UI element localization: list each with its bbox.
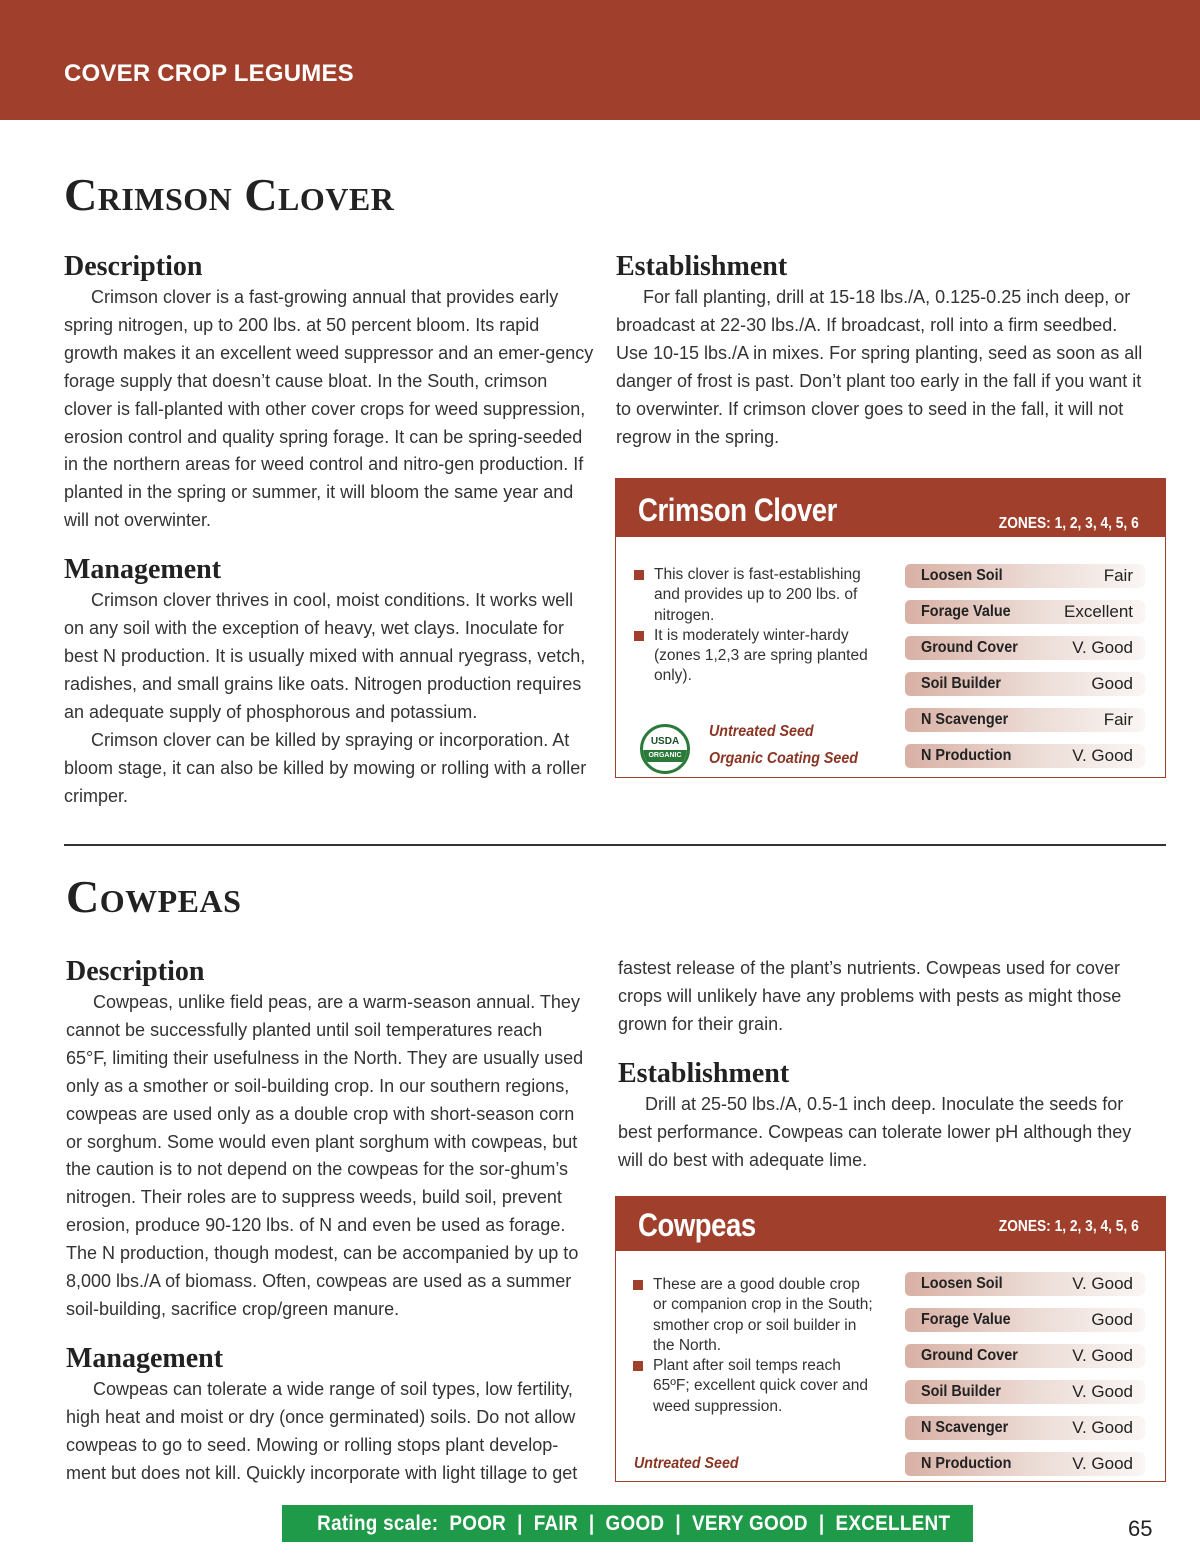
crimson-title: Crimson Clover [64,169,395,220]
cowpeas-description-text: Cowpeas, unlike field peas, are a warm-season annual. They cannot be successfully planted until soil temperatures reach 65°F, limiting their usefulness in the North. They are usually used only as a smother or soil-building crop. In our southern regions, cowpeas are used only as a double crop with short-season corn or sorghum. Some would even plant sorghum with cowpeas, but the caution is to not depend on the cowpeas for the sor-ghum’s nitrogen. Their roles are to suppress weeds, build soil, prevent erosion, produce 90-120 lbs. of N and even be used as forage. The N production, though modest, can be accompanied by up to 8,000 lbs./A of biomass. Often, cowpeas are used as a summer soil-building, sacrifice crop/green manure. [66,992,584,1319]
rating-row: Soil Builder Good [905,672,1145,696]
seed-option: Untreated Seed [709,723,814,740]
cowpeas-right-column [618,955,1138,1174]
header-band [0,0,1200,120]
page-number: 65 [1128,1516,1153,1541]
usda-organic-seal-icon: USDA ORGANIC [640,724,690,774]
bullet-square-icon [634,570,644,580]
rating-row: N Production V. Good [905,1452,1145,1476]
crimson-bullets [634,565,870,687]
bullet-square-icon [633,1280,643,1290]
cowpeas-bullets [633,1275,873,1417]
section-divider [64,844,1166,846]
crimson-description-heading: Description [64,251,203,282]
rating-row: Forage Value Excellent [905,600,1145,624]
cowpeas-box-zones: ZONES: 1, 2, 3, 4, 5, 6 [999,1218,1139,1235]
crimson-management-p2: Crimson clover can be killed by spraying or incorporation. At bloom stage, it can also be killed by mowing or rolling with a roller crimper. [64,729,587,806]
rating-row: N Production V. Good [905,744,1145,768]
crimson-description-text: Crimson clover is a fast-growing annual that provides early spring nitrogen, up to 200 lbs. at 50 percent bloom. Its rapid growth makes it an excellent weed suppressor and an emer-gency forage supply that doesn’t cause bloat. In the South, crimson clover is fall-planted with other cover crops for weed suppression, erosion control and quality spring forage. It can be spring-seeded in the northern areas for weed control and nitro-gen production. If planted in the spring or summer, it will bloom the same year and will not overwinter. [64,287,594,531]
crimson-right-column [616,250,1146,451]
cowpeas-title: Cowpeas [66,871,242,922]
rating-row: Forage Value Good [905,1308,1145,1332]
crimson-box-header [616,479,1165,537]
crimson-management-heading: Management [64,554,222,586]
rating-row: Loosen Soil Fair [905,564,1145,588]
section-label: COVER CROP LEGUMES [64,60,354,87]
cowpeas-description-heading: Description [66,956,205,987]
seed-option: Untreated Seed [634,1455,739,1472]
crimson-info-box [615,478,1166,778]
crimson-establishment-heading: Establishment [616,251,788,282]
bullet-item: Plant after soil temps reach 65ºF; excellent quick cover and weed suppression. [633,1356,873,1417]
rating-row: Ground Cover V. Good [905,636,1145,660]
cowpeas-establishment-heading: Establishment [618,1057,790,1089]
rating-row: N Scavenger Fair [905,708,1145,732]
crimson-establishment-text: For fall planting, drill at 15-18 lbs./A, 0.125-0.25 inch deep, or broadcast at 22-30 lbs./A. If broadcast, roll into a firm seedbed. Use 10-15 lbs./A in mixes. For spring planting, seed as soon as all danger of frost is past. Don’t plant too early in the fall if you want it to overwinter. If crimson clover goes to seed in the fall, it will not regrow in the spring. [616,287,1143,447]
cowpeas-box-name: Cowpeas [638,1207,756,1243]
cowpeas-management-heading: Management [66,1342,224,1374]
rating-row: Ground Cover V. Good [905,1344,1145,1368]
cowpeas-box-header [616,1197,1165,1251]
bullet-item: These are a good double crop or companion crop in the South; smother crop or soil builder in the North. [633,1275,873,1356]
cowpeas-establishment-text: Drill at 25-50 lbs./A, 0.5-1 inch deep. Inoculate the seeds for best performance. Cowpeas can tolerate lower pH although they will do best with adequate lime. [618,1093,1132,1170]
rating-row: N Scavenger V. Good [905,1416,1145,1440]
rating-row: Soil Builder V. Good [905,1380,1145,1404]
bullet-square-icon [634,631,644,641]
crimson-box-zones: ZONES: 1, 2, 3, 4, 5, 6 [999,515,1139,532]
bullet-item: This clover is fast-establishing and provides up to 200 lbs. of nitrogen. [634,565,870,626]
seed-option: Organic Coating Seed [709,750,858,767]
cowpeas-info-box [615,1196,1166,1482]
bullet-square-icon [633,1361,643,1371]
rating-scale-bar [282,1505,973,1542]
rating-scale-text: Rating scale: POOR | FAIR | GOOD | VERY GOOD | EXCELLENT [317,1512,951,1535]
crimson-management-p1: Crimson clover thrives in cool, moist conditions. It works well on any soil with the exception of heavy, wet clays. Inoculate for best N production. It is usually mixed with annual ryegrass, vetch, radishes, and small grains like oats. Nitrogen production requires an adequate supply of phosphorous and potassium. [64,590,586,722]
crimson-left-column [64,250,594,810]
cowpeas-management-continued: fastest release of the plant’s nutrients. Cowpeas used for cover crops will unlikely have any problems with pests as might those grown for their grain. [618,958,1122,1034]
cowpeas-left-column [66,955,586,1488]
bullet-item: It is moderately winter-hardy (zones 1,2,3 are spring planted only). [634,626,870,687]
rating-row: Loosen Soil V. Good [905,1272,1145,1296]
crimson-box-name: Crimson Clover [638,492,837,528]
cowpeas-management-text: Cowpeas can tolerate a wide range of soil types, low fertility, high heat and moist or dry (once germinated) soils. Do not allow cowpeas to go to seed. Mowing or rolling stops plant develop-ment but does not kill. Quickly incorporate with light tillage to get [66,1378,578,1483]
